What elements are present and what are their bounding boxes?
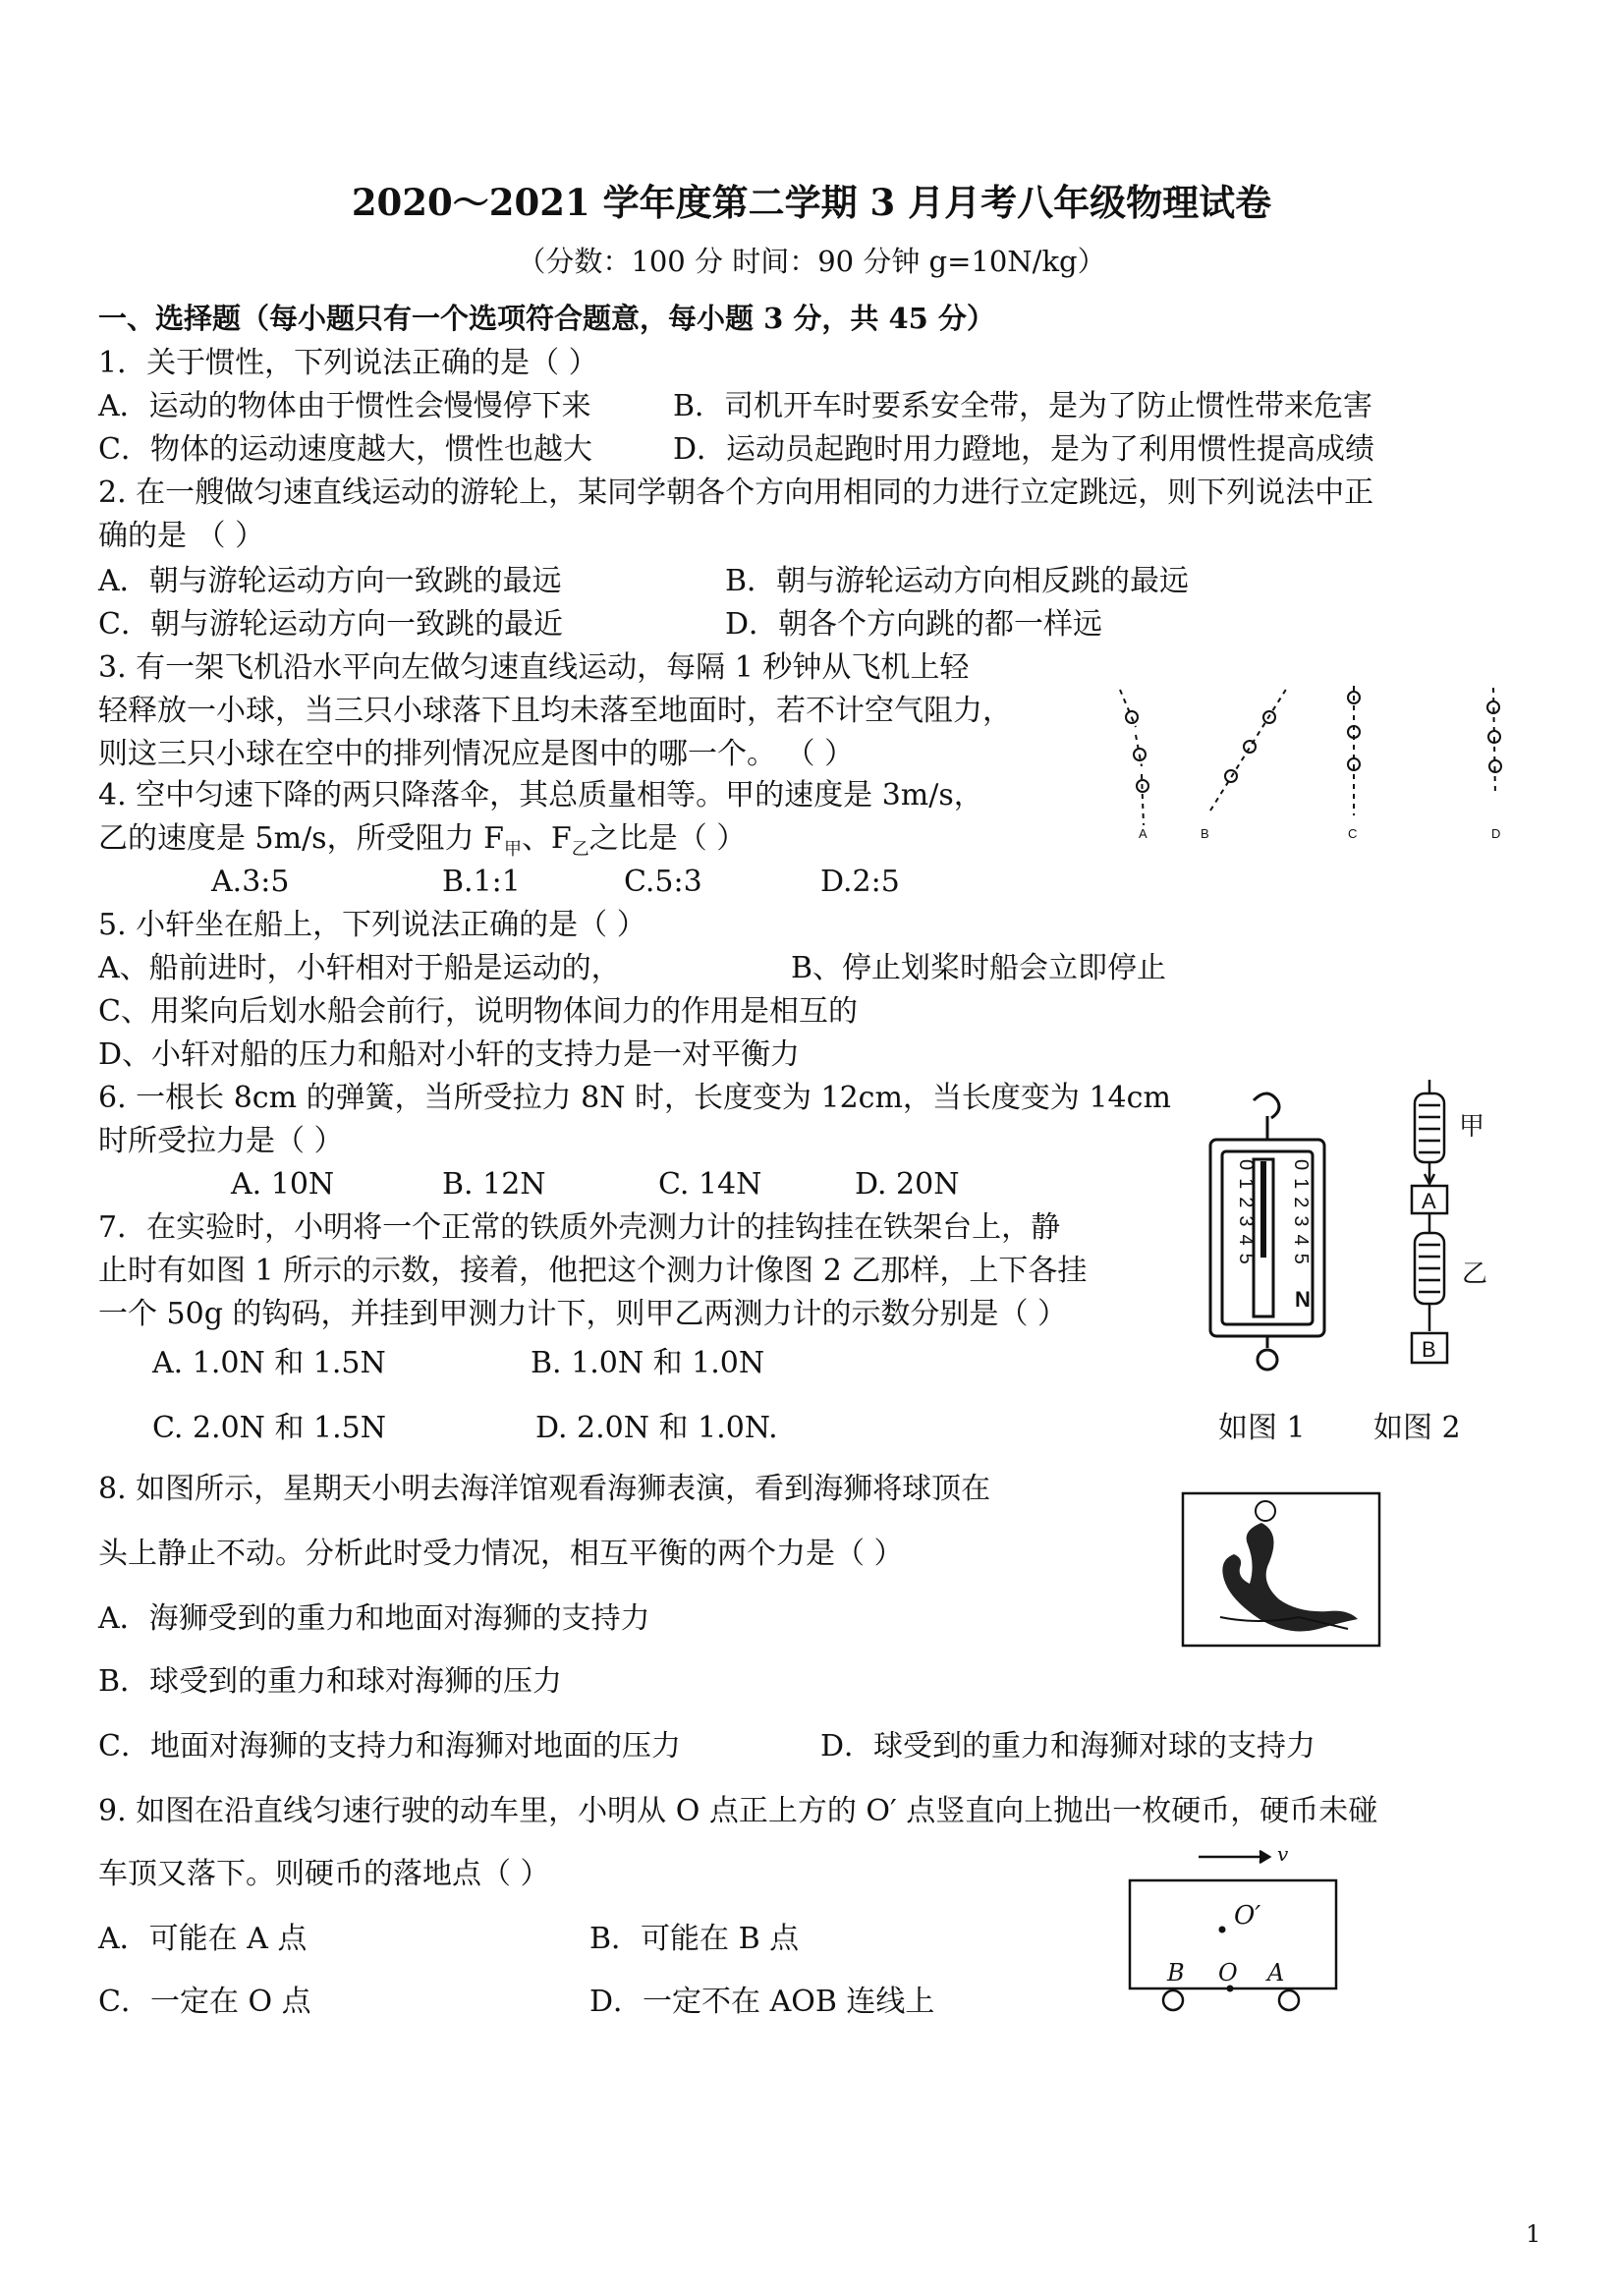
exam-subtitle: （分数：100 分 时间：90 分钟 g=10N/kg） — [517, 245, 1106, 278]
exam-title: 2020～2021 学年度第二学期 3 月月考八年级物理试卷 — [351, 181, 1272, 224]
q4-option-a: A.3:5 — [211, 865, 290, 899]
q9-fig-o-prime: O′ — [1234, 1901, 1261, 1931]
q7-line-2: 止时有如图 1 所示的示数，接着，他把这个测力计像图 2 乙那样，上下各挂 — [98, 1254, 1088, 1288]
q3-fig-label-d: D — [1491, 826, 1501, 841]
q8-line-1: 8. 如图所示，星期天小明去海洋馆观看海狮表演，看到海狮将球顶在 — [98, 1472, 991, 1506]
q6-option-c: C. 14N — [658, 1167, 762, 1202]
q4-option-d: D.2:5 — [820, 865, 900, 899]
q8-option-c: C．地面对海狮的支持力和海狮对地面的压力 — [98, 1729, 681, 1764]
q7-fig1-scale-right: 012345 — [1290, 1159, 1312, 1272]
section-heading: 一、选择题（每小题只有一个选项符合题意，每小题 3 分，共 45 分） — [98, 302, 995, 335]
q9-option-d: D．一定不在 AOB 连线上 — [589, 1985, 935, 2019]
q7-fig1-scale-left: 012345 — [1235, 1159, 1257, 1272]
q7-fig2-block-b: B — [1422, 1337, 1436, 1362]
q4-line-2: 乙的速度是 5m/s，所受阻力 $F_甲$、$F_乙$之比是（ ） — [98, 821, 747, 860]
q7-option-c: C. 2.0N 和 1.5N — [152, 1411, 386, 1445]
q6-line-1: 6. 一根长 8cm 的弹簧，当所受拉力 8N 时，长度变为 12cm，当长度变为 14cm — [98, 1081, 1171, 1115]
q5-option-c: C、用桨向后划水船会前行，说明物体间力的作用是相互的 — [98, 994, 858, 1029]
q3-line-3: 则这三只小球在空中的排列情况应是图中的哪一个。 （ ） — [98, 737, 855, 771]
q7-line-3: 一个 50g 的钩码，并挂到甲测力计下，则甲乙两测力计的示数分别是（ ） — [98, 1297, 1067, 1331]
q1-option-c: C．物体的运动速度越大，惯性也越大 — [98, 432, 592, 467]
q2-option-a: A．朝与游轮运动方向一致跳的最远 — [98, 564, 562, 598]
q1-stem: 1．关于惯性，下列说法正确的是（ ） — [98, 346, 598, 380]
q7-option-d: D. 2.0N 和 1.0N. — [535, 1411, 778, 1445]
q2-stem-1: 2. 在一艘做匀速直线运动的游轮上，某同学朝各个方向用相同的力进行立定跳远，则下列说法中正 — [98, 476, 1374, 510]
q8-sea-lion-figure — [1181, 1491, 1382, 1649]
q9-fig-point-a: A — [1267, 1959, 1285, 1987]
q8-option-d: D．球受到的重力和海狮对球的支持力 — [820, 1729, 1316, 1764]
q9-fig-point-b: B — [1167, 1959, 1185, 1987]
q3-figure — [1100, 678, 1533, 845]
q8-option-a: A．海狮受到的重力和地面对海狮的支持力 — [98, 1601, 650, 1636]
q7-option-b: B. 1.0N 和 1.0N — [531, 1346, 765, 1380]
q9-fig-point-o: O — [1218, 1959, 1238, 1987]
q9-train-figure — [1120, 1845, 1346, 2017]
q9-line-1: 9. 如图在沿直线匀速行驶的动车里，小明从 O 点正上方的 O′ 点竖直向上抛出一枚硬币，硬币未碰 — [98, 1794, 1378, 1828]
q7-line-1: 7．在实验时，小明将一个正常的铁质外壳测力计的挂钩挂在铁架台上，静 — [98, 1210, 1061, 1245]
q7-option-a: A. 1.0N 和 1.5N — [152, 1346, 386, 1380]
page-number: 1 — [1526, 2220, 1541, 2248]
q7-fig2-caption: 如图 2 — [1373, 1411, 1461, 1445]
q6-option-a: A. 10N — [231, 1167, 335, 1202]
q1-option-a: A．运动的物体由于惯性会慢慢停下来 — [98, 389, 591, 423]
q7-spring-scale-figure-2 — [1375, 1076, 1513, 1380]
q4-option-c: C.5:3 — [624, 865, 702, 899]
q8-line-2: 头上静止不动。分析此时受力情况，相互平衡的两个力是（ ） — [98, 1537, 904, 1571]
q5-stem: 5. 小轩坐在船上，下列说法正确的是（ ） — [98, 908, 646, 942]
q4-option-b: B.1:1 — [442, 865, 521, 899]
q4-line-1: 4. 空中匀速下降的两只降落伞，其总质量相等。甲的速度是 3m/s， — [98, 778, 983, 812]
q8-option-b: B．球受到的重力和球对海狮的压力 — [98, 1664, 563, 1699]
q9-option-c: C．一定在 O 点 — [98, 1985, 311, 2019]
q1-option-b: B．司机开车时要系安全带，是为了防止惯性带来危害 — [673, 389, 1373, 423]
q6-option-d: D. 20N — [855, 1167, 960, 1202]
q7-fig2-label-yi: 乙 — [1462, 1260, 1488, 1289]
q3-line-1: 3. 有一架飞机沿水平向左做匀速直线运动，每隔 1 秒钟从飞机上轻 — [98, 650, 970, 685]
q7-fig2-label-jia: 甲 — [1459, 1112, 1485, 1142]
q1-option-d: D．运动员起跑时用力蹬地，是为了利用惯性提高成绩 — [673, 432, 1375, 467]
q6-option-b: B. 12N — [442, 1167, 546, 1202]
q6-line-2: 时所受拉力是（ ） — [98, 1124, 344, 1158]
q2-option-d: D．朝各个方向跳的都一样远 — [725, 607, 1103, 642]
q7-fig1-unit: N — [1295, 1287, 1311, 1312]
q2-option-c: C．朝与游轮运动方向一致跳的最近 — [98, 607, 563, 642]
q7-fig2-block-a: A — [1422, 1189, 1436, 1213]
q2-option-b: B．朝与游轮运动方向相反跳的最远 — [725, 564, 1190, 598]
q5-option-a: A、船前进时，小轩相对于船是运动的， — [98, 951, 621, 985]
q5-option-d: D、小轩对船的压力和船对小轩的支持力是一对平衡力 — [98, 1037, 801, 1072]
q3-fig-label-c: C — [1348, 826, 1358, 841]
q3-fig-label-b: B — [1201, 826, 1209, 841]
q9-line-2: 车顶又落下。则硬币的落地点（ ） — [98, 1857, 550, 1891]
q7-spring-scale-figure-1 — [1201, 1081, 1333, 1375]
q9-fig-velocity: v — [1277, 1845, 1289, 1866]
q3-line-2: 轻释放一小球，当三只小球落下且均未落至地面时，若不计空气阻力， — [98, 694, 1012, 728]
q2-stem-2: 确的是 （ ） — [98, 519, 265, 553]
q3-fig-label-a: A — [1139, 826, 1147, 841]
q5-option-b: B、停止划桨时船会立即停止 — [791, 951, 1167, 985]
q9-option-a: A．可能在 A 点 — [98, 1922, 308, 1956]
q9-option-b: B．可能在 B 点 — [589, 1922, 800, 1956]
q7-fig1-caption: 如图 1 — [1218, 1411, 1306, 1445]
